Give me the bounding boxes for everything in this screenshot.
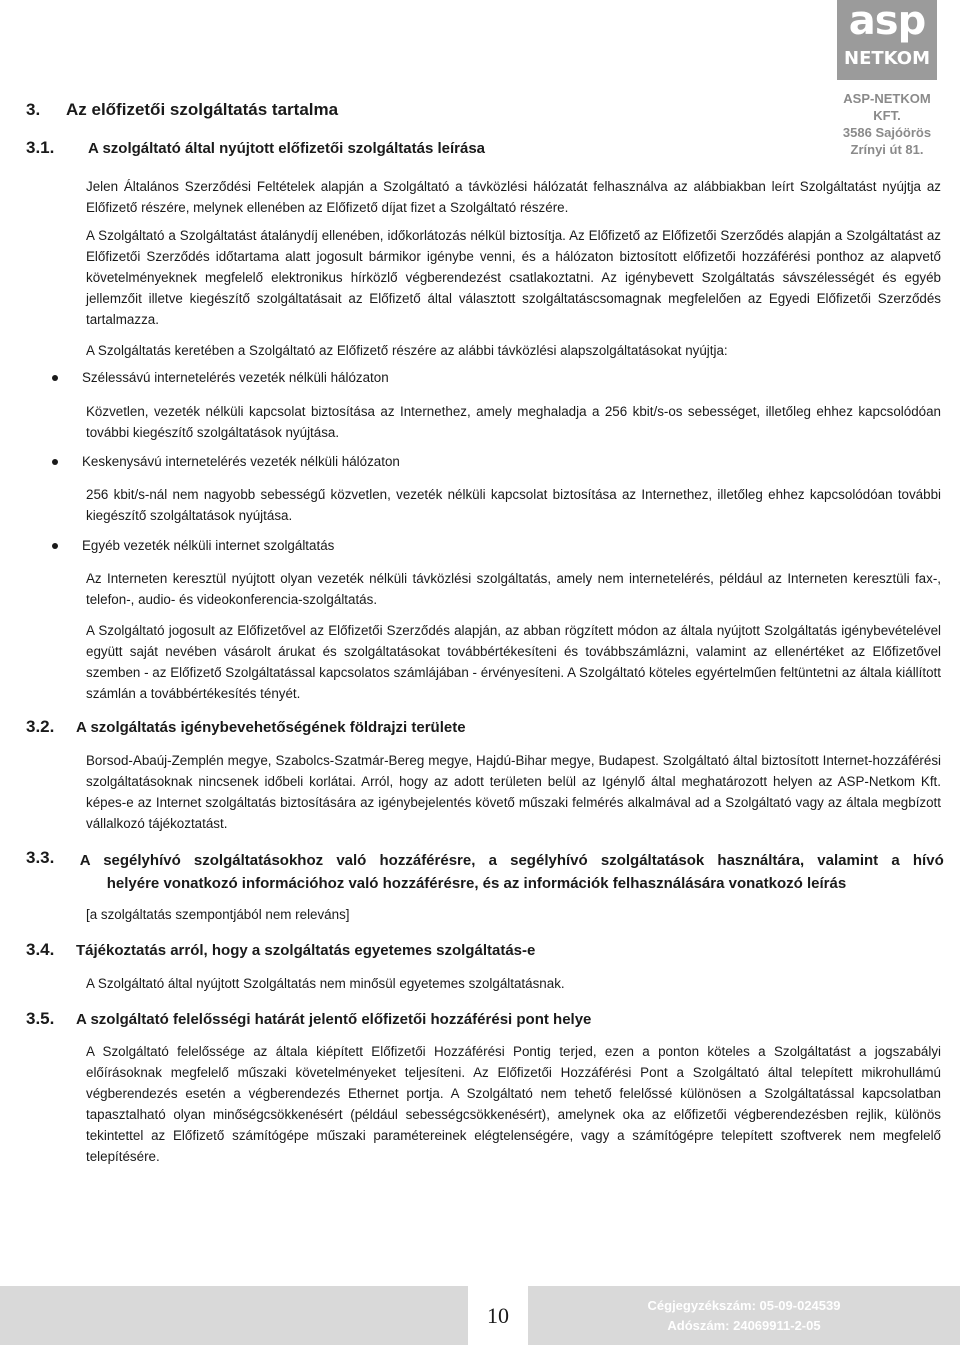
- asp-netkom-logo: [837, 0, 937, 80]
- list-item: [52, 454, 400, 469]
- section-title: Tájékoztatás arról, hogy a szolgáltatás egyetemes szolgáltatás-e: [76, 942, 536, 959]
- section-title-line: A segélyhívó szolgáltatásokhoz való hozzáférésre, a segélyhívó szolgáltatások használtára, valamint a hívó: [79, 852, 944, 869]
- section-3-heading: [26, 100, 338, 120]
- paragraph: A Szolgáltató felelőssége az általa kiépített Előfizetői Hozzáférési Pontig terjed, ezen a ponton köteles a Szolgáltatást a jogszabályi előírásoknak megfelelő műszaki követelményeket teljesíteni. Az Előfizetői Hozzáférési Pont a Szolgáltató által telepített mikrohullámú végberendezés esetén a végberendezés Ethernet portja. A Szolgáltató nem tehető felelőssé különösen a Szolgáltatással kapcsolatban tapasztalható olyan minőségcsökkenésért (például sebességcsökkenésért), amelynek oka az előfizetői végberendezésben rejlik, különös tekintettel az Előfizető számítógépe műszaki paramétereinek elégtelenségére, vagy a számítógépre telepített szoftverek nem megfelelő telepítésére.: [86, 1044, 941, 1164]
- paragraph: [a szolgáltatás szempontjából nem releváns]: [86, 907, 350, 922]
- paragraph: Közvetlen, vezeték nélküli kapcsolat biztosítása az Internethez, amely meghaladja a 256 kbit/s-os sebességet, illetőleg ehhez kapcsolódóan további kiegészítő szolgáltatások nyújtása.: [86, 404, 941, 440]
- section-3-1-heading: [26, 138, 485, 158]
- bullet-icon: [52, 375, 58, 381]
- section-3-2-heading: [26, 717, 466, 737]
- bullet-icon: [52, 543, 58, 549]
- section-title-line: helyére vonatkozó információhoz való hozzáférésre, és az információk felhasználására vonatkozó leírás: [106, 875, 847, 892]
- page-number: 10: [468, 1286, 528, 1345]
- company-street: Zrínyi út 81.: [850, 142, 924, 157]
- section-3-3-heading: [26, 848, 946, 895]
- logo-mark-top: asp: [848, 0, 926, 44]
- bullet-icon: [52, 459, 58, 465]
- paragraph: Az Interneten keresztül nyújtott olyan vezeték nélküli távközlési szolgáltatás, amely nem internetelérés, például az Interneten keresztüli fax-, telefon-, audio- és videokonferencia-szolgáltatás.: [86, 571, 941, 607]
- footer-company-info: [528, 1286, 960, 1345]
- section-title: A szolgáltatás igénybevehetőségének földrajzi területe: [76, 719, 466, 736]
- section-title: A szolgáltató által nyújtott előfizetői szolgáltatás leírása: [88, 140, 486, 157]
- paragraph: A Szolgáltatás keretében a Szolgáltató az Előfizető részére az alábbi távközlési alapszolgáltatásokat nyújtja:: [86, 343, 728, 358]
- company-city: 3586 Sajóörös: [842, 125, 932, 140]
- logo-mark-bottom: NETKOM: [844, 48, 930, 69]
- section-title: Az előfizetői szolgáltatás tartalma: [66, 100, 339, 119]
- paragraph: A Szolgáltató által nyújtott Szolgáltatás nem minősül egyetemes szolgáltatásnak.: [86, 976, 565, 991]
- list-item-label: Keskenysávú internetelérés vezeték nélküli hálózaton: [82, 454, 400, 469]
- company-name: ASP-NETKOM KFT.: [843, 91, 931, 123]
- list-item-label: Szélessávú internetelérés vezeték nélküli hálózaton: [82, 370, 389, 385]
- section-3-4-heading: [26, 940, 535, 960]
- section-number: 3.: [26, 100, 41, 119]
- paragraph: A Szolgáltató a Szolgáltatást átalánydíj ellenében, időkorlátozás nélkül biztosítja. Az Előfizető az Előfizetői Szerződés alapján a Szolgáltatást az Előfizetői Szerződés időtartama alatt jogosult bármikor igénybe venni, és a hálózaton biztosított előfizetői hozzáférési ponthoz az alapvető követelményeknek megfelelő elektronikus hírközlő végberendezést csatlakoztatni. Az igénybevett Szolgáltatás sávszélességét és egyéb jellemzőit illetve kiegészítő szolgáltatásait az Előfizető által választott szolgáltatáscsomagnak megfelelően az Egyedi Előfizetői Szerződés tartalmazza.: [86, 228, 941, 327]
- paragraph: Jelen Általános Szerződési Feltételek alapján a Szolgáltató a távközlési hálózatát felhasználva az alábbiakban leírt Szolgáltatást nyújtja az Előfizető részére, melynek ellenében az Előfizető díjat fizet a Szolgáltató részére.: [86, 179, 941, 215]
- page-footer: [0, 1286, 960, 1345]
- section-number: 3.2.: [26, 717, 55, 736]
- section-number: 3.1.: [26, 138, 55, 157]
- section-title: A szolgáltató felelősségi határát jelentő előfizetői hozzáférési pont helye: [76, 1011, 592, 1028]
- list-item-label: Egyéb vezeték nélküli internet szolgáltatás: [82, 538, 335, 553]
- paragraph: A Szolgáltató jogosult az Előfizetővel az Előfizetői Szerződés alapján, az abban rögzített módon az általa nyújtott Szolgáltatás igénybevételével együtt saját nevében vásárolt árukat és szolgáltatásokat továbbértékesíteni és továbbszámlázni, valamint az ellenértéket az Előfizetővel szemben - az Előfizető Szolgáltatással kapcsolatos számlájában - érvényesíteni. A Szolgáltató köteles egyértelműen feltüntetni az általa kiállított számlán a továbbértékesítés tényét.: [86, 623, 941, 701]
- footer-left-band: [0, 1286, 468, 1345]
- company-tax-number: Adószám: 24069911-2-05: [667, 1318, 821, 1333]
- company-logo-block: [832, 0, 942, 158]
- paragraph: 256 kbit/s-nál nem nagyobb sebességű közvetlen, vezeték nélküli kapcsolat biztosítása az Internethez, illetőleg ehhez kapcsolódóan további kiegészítő szolgáltatások nyújtása.: [86, 487, 941, 523]
- company-address: [832, 90, 942, 158]
- section-number: 3.4.: [26, 940, 55, 959]
- list-item: [52, 370, 389, 385]
- list-item: [52, 538, 334, 553]
- company-registration-number: Cégjegyzékszám: 05-09-024539: [647, 1298, 841, 1313]
- paragraph: Borsod-Abaúj-Zemplén megye, Szabolcs-Szatmár-Bereg megye, Hajdú-Bihar megye, Budapest. Szolgáltató által biztosított Internet-hozzáférési szolgáltatásoknak nincsenek időbeli korlátai. Arról, hogy az adott területen belül az Igénylő által meghatározott helyen az ASP-Netkom Kft. képes-e az Internet szolgáltatás biztosítására az igénybejelentés követő műszaki felmérés alkalmával ad a Szolgáltató vagy az általa megbízott vállalkozó tájékoztatást.: [86, 753, 941, 831]
- section-number: 3.5.: [26, 1009, 55, 1028]
- section-3-5-heading: [26, 1009, 591, 1029]
- section-number: 3.3.: [26, 848, 55, 867]
